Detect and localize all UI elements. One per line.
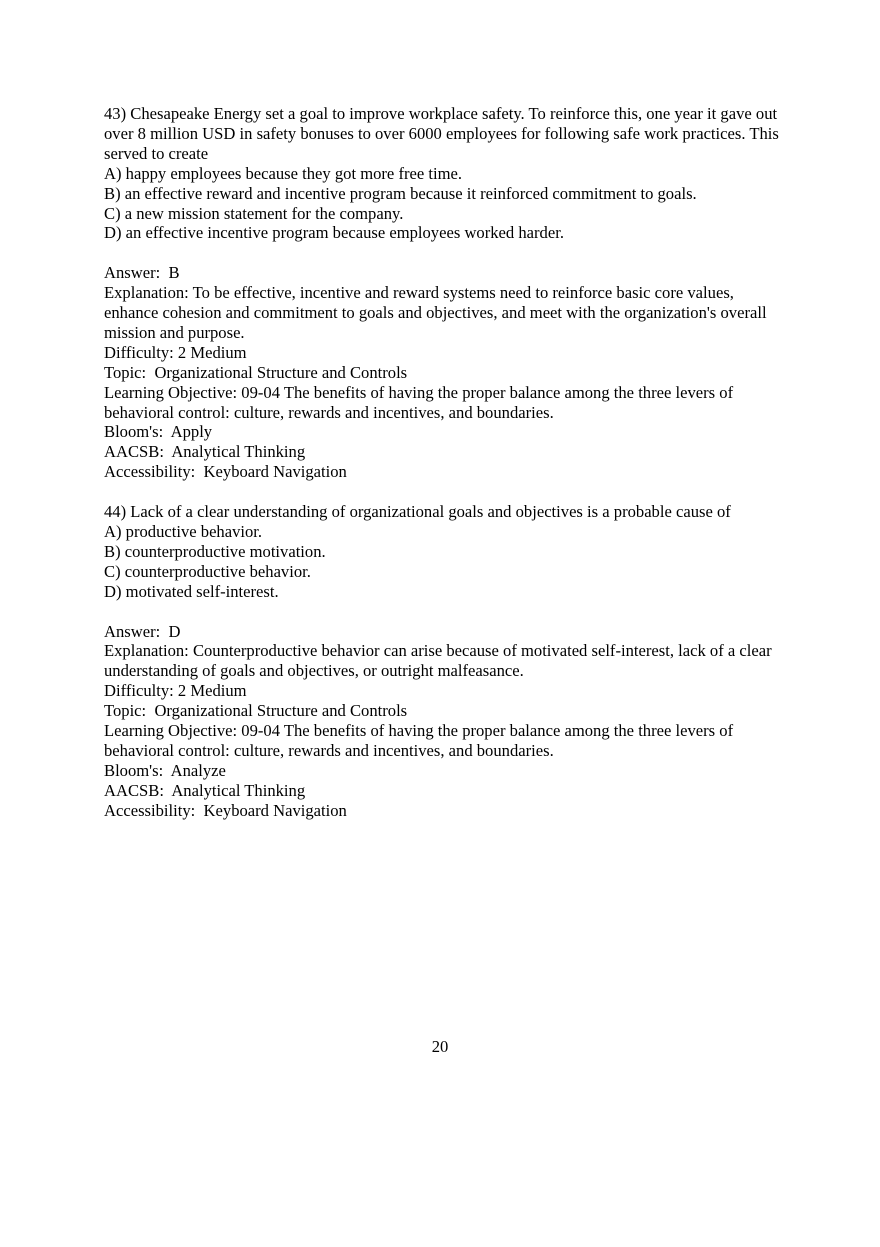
question-stem: 43) Chesapeake Energy set a goal to improve workplace safety. To reinforce this, one year it gave out over 8 million USD in safety bonuses to over 6000 employees for following safe work practices. This served to create [104,104,779,163]
option-b: B) an effective reward and incentive program because it reinforced commitment to goals. [104,183,697,203]
aacsb: AACSB: Analytical Thinking [104,780,306,800]
option-c: C) counterproductive behavior. [104,561,311,581]
option-d: D) motivated self-interest. [104,581,279,601]
question-block-44 [104,502,784,820]
topic: Topic: Organizational Structure and Controls [104,701,408,721]
explanation: Explanation: Counterproductive behavior can arise because of motivated self-interest, lack of a clear understanding of goals and objectives, or outright malfeasance. [104,641,772,681]
explanation: Explanation: To be effective, incentive and reward systems need to reinforce basic core values, enhance cohesion and commitment to goals and objectives, and meet with the organization's overall mission and purpose. [104,283,767,342]
document-page [104,104,784,821]
blooms: Bloom's: Apply [104,422,213,442]
option-a: A) happy employees because they got more free time. [104,163,463,183]
question-block-43 [104,104,784,482]
learning-objective: Learning Objective: 09-04 The benefits of having the proper balance among the three levers of behavioral control: culture, rewards and incentives, and boundaries. [104,721,734,760]
question-stem: 44) Lack of a clear understanding of organizational goals and objectives is a probable cause of [104,502,731,522]
answer: Answer: D [104,621,181,641]
option-a: A) productive behavior. [104,522,263,541]
spacer [104,602,784,622]
accessibility: Accessibility: Keyboard Navigation [104,462,347,482]
spacer [104,482,784,502]
option-d: D) an effective incentive program because employees worked harder. [104,223,564,243]
accessibility: Accessibility: Keyboard Navigation [104,800,347,820]
option-c: C) a new mission statement for the company. [104,203,404,223]
topic: Topic: Organizational Structure and Controls [104,362,408,382]
answer: Answer: B [104,263,180,283]
blooms: Bloom's: Analyze [104,760,226,780]
difficulty: Difficulty: 2 Medium [104,342,247,362]
learning-objective: Learning Objective: 09-04 The benefits of having the proper balance among the three levers of behavioral control: culture, rewards and incentives, and boundaries. [104,382,734,422]
aacsb: AACSB: Analytical Thinking [104,442,306,462]
option-b: B) counterproductive motivation. [104,541,326,561]
spacer [104,243,784,263]
page-number: 20 [431,1037,449,1056]
difficulty: Difficulty: 2 Medium [104,681,247,701]
